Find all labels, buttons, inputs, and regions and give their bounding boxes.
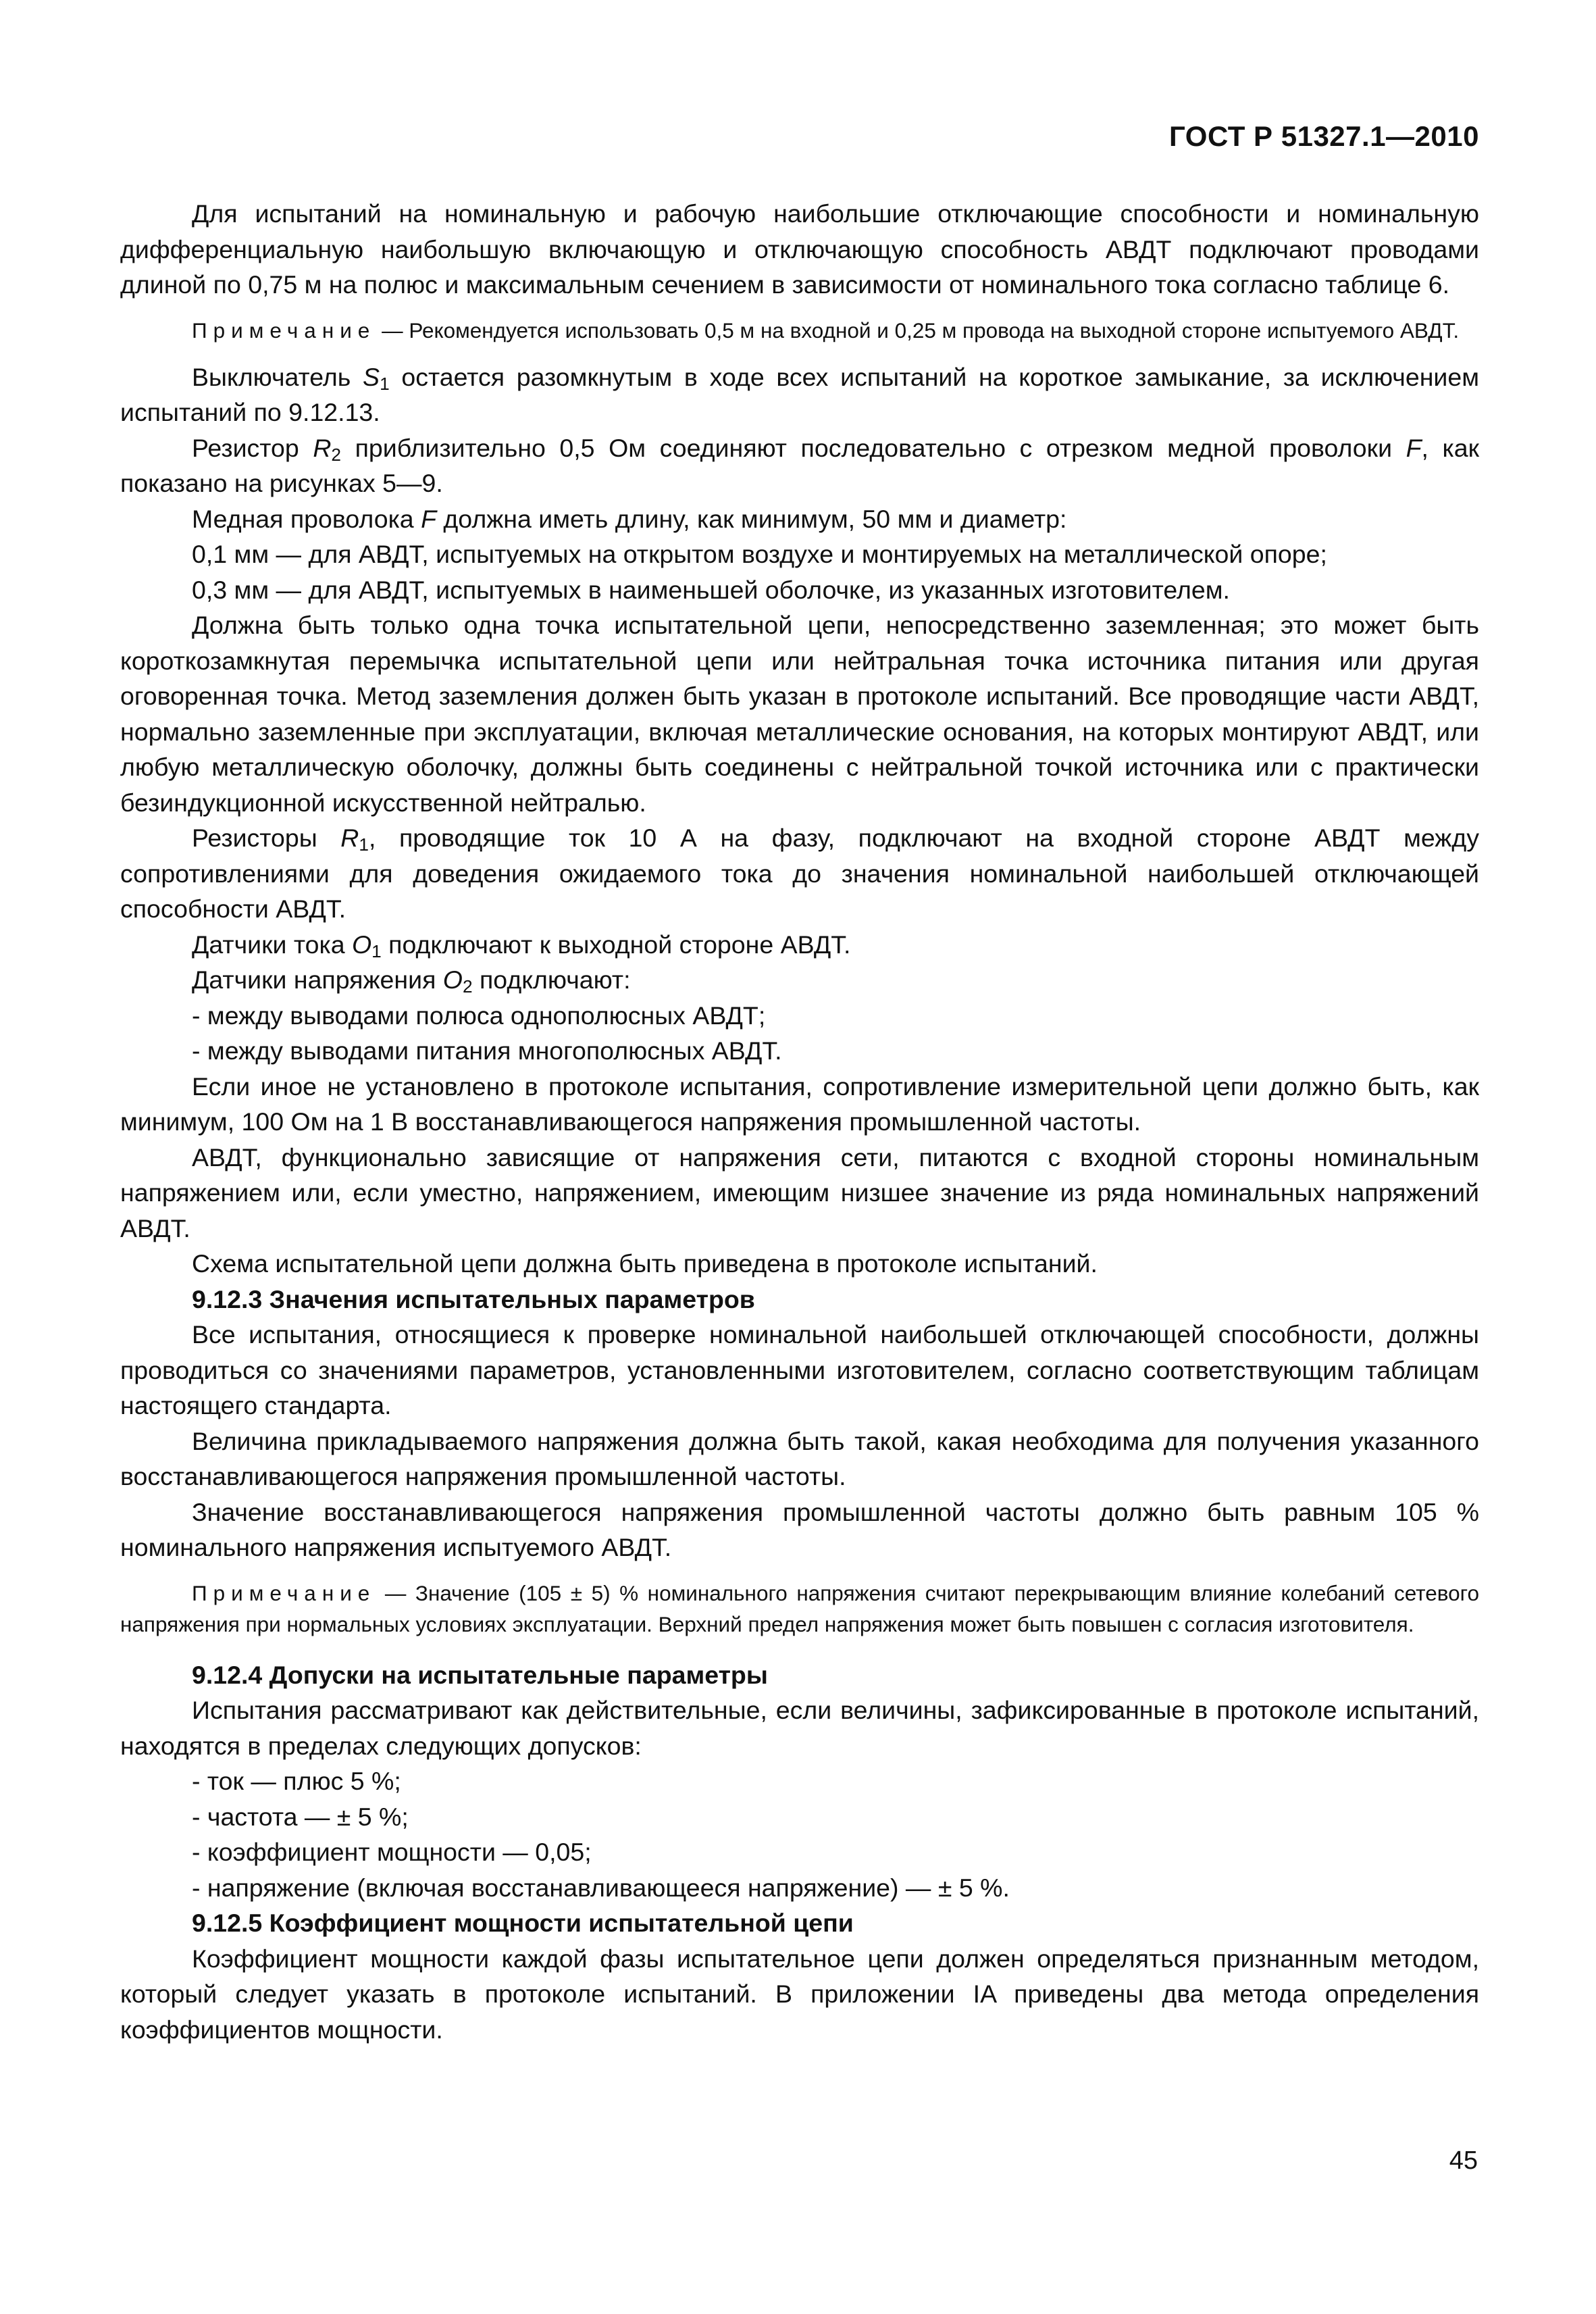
section-heading: 9.12.5 Коэффициент мощности испытательной цепи — [192, 1909, 854, 1937]
variable: R — [340, 824, 359, 852]
subscript: 2 — [331, 444, 342, 465]
subscript: 1 — [359, 834, 369, 855]
list-item: - между выводами питания многополюсных АВДТ. — [192, 1036, 782, 1065]
text-run: Медная проволока — [192, 504, 421, 533]
paragraph: 0,3 мм — для АВДТ, испытуемых в наименьшей оболочке, из указанных изготовителем. — [192, 575, 1230, 604]
note-label: Примечание — [192, 318, 376, 343]
page-number: 45 — [1449, 2146, 1478, 2175]
text-run: , как показано на рисунках 5—9. — [120, 433, 1479, 497]
note — [120, 315, 1479, 346]
paragraph: 0,1 мм — для АВДТ, испытуемых на открытом воздухе и монтируемых на металлической опоре; — [192, 540, 1327, 568]
text-run: остается разомкнутым в ходе всех испытаний на короткое замыкание, за исключением испытаний по 9.12.13. — [120, 362, 1479, 426]
paragraph: Коэффициент мощности каждой фазы испытательное цепи должен определяться признанным методом, который следует указать в протоколе испытаний. В приложении IA приведены два метода определения коэффициентов мощности. — [120, 1944, 1479, 2044]
text-run: подключают: — [472, 965, 631, 994]
text-run: Датчики тока — [192, 930, 352, 959]
text-run: Датчики напряжения — [192, 965, 443, 994]
paragraph — [120, 820, 1479, 927]
paragraph — [120, 501, 1479, 537]
note-text: — Рекомендуется использовать 0,5 м на входной и 0,25 м провода на выходной стороне испытуемого АВДТ. — [376, 318, 1460, 343]
paragraph — [120, 430, 1479, 501]
text-run: приблизительно 0,5 Ом соединяют последовательно с отрезком медной проволоки — [341, 433, 1406, 462]
text-run: , проводящие ток 10 А на фазу, подключают на входной стороне АВДТ между сопротивлениями для доведения ожидаемого тока до значения номинальной наибольшей отключающей способности АВДТ. — [120, 824, 1480, 923]
text-run: Выключатель — [192, 362, 363, 391]
paragraph: Должна быть только одна точка испытательной цепи, непосредственно заземленная; это может быть короткозамкнутая перемычка испытательной цепи или нейтральная точка источника питания или другая оговоренная точка. Метод заземления должен быть указан в протоколе испытаний. Все проводящие части АВДТ, нормально заземленные при эксплуатации, включая металлические основания, на которых монтируют АВДТ, или любую металлическую оболочку, должны быть соединены с нейтральной точкой источника или с практически безиндукционной искусственной нейтралью. — [120, 611, 1479, 817]
paragraph — [120, 962, 1479, 998]
paragraph: Все испытания, относящиеся к проверке номинальной наибольшей отключающей способности, должны проводиться со значениями параметров, установленными изготовителем, согласно соответствующим таблицам настоящего стандарта. — [120, 1320, 1479, 1419]
document-body — [120, 196, 1479, 2047]
note-label: Примечание — [192, 1580, 376, 1605]
variable: O — [351, 930, 372, 959]
paragraph: Схема испытательной цепи должна быть приведена в протоколе испытаний. — [192, 1249, 1098, 1278]
list-item: - напряжение (включая восстанавливающееся напряжение) — ± 5 %. — [192, 1873, 1010, 1902]
list-item: - ток — плюс 5 %; — [192, 1767, 401, 1795]
list-item: - между выводами полюса однополюсных АВДТ; — [192, 1001, 766, 1030]
variable: F — [421, 504, 436, 533]
paragraph: Значение восстанавливающегося напряжения промышленной частоты должно быть равным 105 % номинального напряжения испытуемого АВДТ. — [120, 1497, 1479, 1561]
paragraph — [120, 927, 1479, 963]
paragraph: Испытания рассматривают как действительные, если величины, зафиксированные в протоколе испытаний, находятся в пределах следующих допусков: — [120, 1696, 1479, 1760]
subscript: 1 — [380, 373, 390, 394]
note — [120, 1578, 1479, 1640]
text-run: Резистор — [192, 433, 313, 462]
text-run: Резисторы — [192, 824, 341, 852]
text-run: подключают к выходной стороне АВДТ. — [381, 930, 851, 959]
paragraph: Величина прикладываемого напряжения должна быть такой, какая необходима для получения указанного восстанавливающегося напряжения промышленной частоты. — [120, 1426, 1479, 1490]
section-heading: 9.12.3 Значения испытательных параметров — [192, 1284, 755, 1313]
variable: F — [1406, 433, 1422, 462]
text-run: должна иметь длину, как минимум, 50 мм и диаметр: — [436, 504, 1067, 533]
paragraph — [120, 359, 1479, 430]
list-item: - коэффициент мощности — 0,05; — [192, 1838, 592, 1866]
section-heading: 9.12.4 Допуски на испытательные параметры — [192, 1660, 768, 1689]
variable: R — [313, 433, 332, 462]
list-item: - частота — ± 5 %; — [192, 1802, 409, 1831]
variable: O — [442, 965, 463, 994]
standard-header: ГОСТ Р 51327.1—2010 — [1169, 120, 1479, 152]
paragraph: Если иное не установлено в протоколе испытания, сопротивление измерительной цепи должно быть, как минимум, 100 Ом на 1 В восстанавливающегося напряжения промышленной частоты. — [120, 1072, 1479, 1136]
paragraph: Для испытаний на номинальную и рабочую наибольшие отключающие способности и номинальную дифференциальную наибольшую включающую и отключающую способность АВДТ подключают проводами длиной по 0,75 м на полюс и максимальным сечением в зависимости от номинального тока согласно таблице 6. — [120, 199, 1479, 299]
paragraph: АВДТ, функционально зависящие от напряжения сети, питаются с входной стороны номинальным напряжением или, если уместно, напряжением, имеющим низшее значение из ряда номинальных напряжений АВДТ. — [120, 1142, 1479, 1242]
variable: S — [363, 362, 380, 391]
subscript: 1 — [371, 940, 382, 961]
subscript: 2 — [462, 976, 473, 997]
note-text: — Значение (105 ± 5) % номинального напряжения считают перекрывающим влияние колебаний сетевого напряжения при нормальных условиях эксплуатации. Верхний предел напряжения может быть повышен с согласия изготовителя. — [120, 1580, 1479, 1636]
